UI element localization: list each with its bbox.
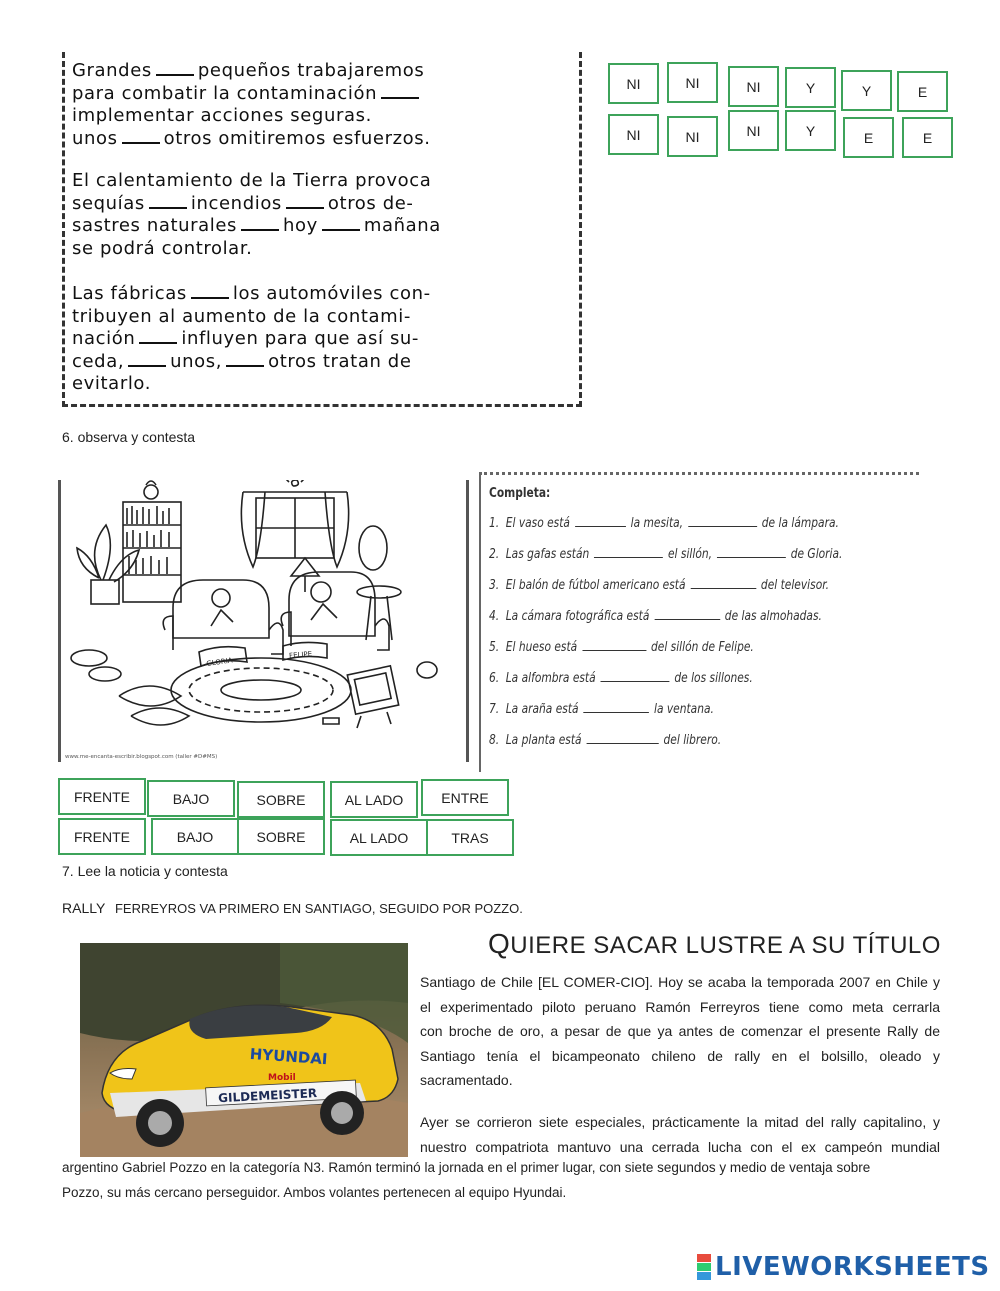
exercise5-text: Grandes bbox=[72, 60, 152, 81]
completa-divider bbox=[479, 472, 481, 772]
item-text: Las gafas están bbox=[505, 547, 590, 562]
item-text: El vaso está bbox=[505, 516, 570, 531]
completa-edge bbox=[479, 472, 919, 483]
item-text: de las almohadas. bbox=[724, 609, 822, 624]
preposition-tile[interactable]: FRENTE bbox=[58, 778, 146, 815]
item-number: 3. bbox=[489, 578, 500, 593]
preposition-tile[interactable]: AL LADO bbox=[330, 819, 428, 856]
gloria-label: GLORIA bbox=[205, 656, 234, 669]
completa-item bbox=[489, 545, 842, 562]
article-line: el experimentado piloto peruano Ramón Ferreyros tiene como meta cerrarla bbox=[420, 998, 940, 1015]
preposition-tile[interactable]: BAJO bbox=[151, 818, 239, 855]
liveworksheets-logo-icon bbox=[697, 1254, 711, 1280]
word-tile[interactable]: NI bbox=[667, 62, 718, 103]
exercise5-text: los automóviles con- bbox=[232, 283, 431, 304]
preposition-tile[interactable]: TRAS bbox=[426, 819, 514, 856]
item-text: del sillón de Felipe. bbox=[650, 640, 754, 655]
exercise5-text: otros tratan de bbox=[268, 350, 412, 372]
item-text: de la lámpara. bbox=[761, 516, 839, 531]
completa-item bbox=[489, 638, 754, 655]
exercise5-text: Las fábricas bbox=[72, 283, 187, 304]
answer-blank[interactable] bbox=[575, 514, 626, 527]
exercise5-paragraph-1 bbox=[72, 60, 564, 150]
rally-car-photo bbox=[80, 943, 408, 1157]
answer-blank[interactable] bbox=[717, 545, 786, 558]
fill-blank[interactable] bbox=[381, 83, 419, 99]
car-sponsor-text: GILDEMEISTER bbox=[217, 1086, 318, 1106]
exercise5-line bbox=[72, 60, 564, 83]
exercise5-paragraph-3 bbox=[72, 283, 564, 396]
item-text: La araña está bbox=[505, 702, 579, 717]
item-number: 2. bbox=[489, 547, 500, 562]
word-tile[interactable]: NI bbox=[728, 110, 779, 151]
article-line: Santiago tenía el bicampeonato chileno de rally en el bolsillo, oleado y bbox=[420, 1047, 940, 1064]
preposition-tile[interactable]: ENTRE bbox=[421, 779, 509, 816]
exercise5-text: otros de- bbox=[327, 192, 414, 214]
item-number: 5. bbox=[489, 640, 500, 655]
item-text: El balón de fútbol americano está bbox=[505, 578, 686, 593]
exercise5-line bbox=[72, 105, 564, 128]
exercise5-text: pequeños trabajaremos bbox=[197, 60, 425, 81]
item-text: la mesita, bbox=[630, 516, 684, 531]
fill-blank[interactable] bbox=[322, 215, 360, 231]
answer-blank[interactable] bbox=[654, 607, 720, 620]
exercise5-text: El calentamiento de la Tierra provoca bbox=[72, 170, 432, 191]
item-text: la ventana. bbox=[653, 702, 714, 717]
picture-credit: www.me-encanta-escribir.blogspot.com (taller #D#MS) bbox=[65, 754, 218, 760]
item-text: del librero. bbox=[663, 733, 722, 748]
article-line: nuestro compatriota mantuvo una cerrada lucha con el ex campeón mundial bbox=[420, 1138, 940, 1155]
car-mobil-text: Mobil bbox=[268, 1073, 296, 1083]
article-line: Santiago de Chile [EL COMER-CIO]. Hoy se acaba la temporada 2007 en Chile y bbox=[420, 974, 940, 990]
exercise5-text: tribuyen al aumento de la contami- bbox=[72, 305, 411, 327]
exercise5-line bbox=[72, 128, 564, 151]
exercise5-text: otros omitiremos esfuerzos. bbox=[163, 127, 431, 149]
exercise5-paragraph-2 bbox=[72, 170, 564, 260]
article-line: sacramentado. bbox=[420, 1072, 513, 1088]
fill-blank[interactable] bbox=[128, 351, 166, 367]
item-text: el sillón, bbox=[667, 547, 713, 562]
fill-blank[interactable] bbox=[149, 193, 187, 209]
completa-panel bbox=[479, 472, 919, 772]
preposition-tile[interactable]: SOBRE bbox=[237, 781, 325, 818]
article-paragraph-2-bottom bbox=[62, 1156, 942, 1205]
exercise5-line bbox=[72, 215, 564, 238]
word-tile[interactable]: Y bbox=[785, 67, 836, 108]
exercise7-heading: 7. Lee la noticia y contesta bbox=[62, 863, 228, 879]
article-paragraph-2-top bbox=[420, 1110, 940, 1159]
exercise5-text: ceda, bbox=[72, 350, 125, 372]
liveworksheets-logo[interactable] bbox=[697, 1252, 990, 1282]
exercise5-text: implementar acciones seguras. bbox=[72, 105, 372, 126]
word-tile[interactable]: NI bbox=[728, 66, 779, 107]
completa-item bbox=[489, 731, 721, 748]
completa-title: Completa: bbox=[489, 486, 551, 501]
exercise5-text: sequías bbox=[72, 192, 145, 214]
item-text: de Gloria. bbox=[790, 547, 843, 562]
completa-item bbox=[489, 576, 829, 593]
word-tile[interactable]: Y bbox=[841, 70, 892, 111]
exercise5-line bbox=[72, 238, 564, 261]
headline-rest: UIERE SACAR LUSTRE A SU TÍTULO bbox=[510, 932, 941, 959]
completa-item bbox=[489, 607, 822, 624]
item-text: La cámara fotográfica está bbox=[505, 609, 650, 624]
completa-item bbox=[489, 669, 753, 686]
exercise5-line bbox=[72, 193, 564, 216]
item-text: de los sillones. bbox=[674, 671, 753, 686]
item-number: 7. bbox=[489, 702, 500, 717]
preposition-tile[interactable]: BAJO bbox=[147, 780, 235, 817]
word-tile[interactable]: E bbox=[897, 71, 948, 112]
exercise5-text: mañana bbox=[363, 215, 441, 236]
answer-blank[interactable] bbox=[690, 576, 756, 589]
fill-blank[interactable] bbox=[139, 328, 177, 344]
exercise5-text: evitarlo. bbox=[72, 373, 152, 394]
word-tile[interactable]: E bbox=[843, 117, 894, 158]
exercise5-text: unos bbox=[72, 127, 118, 149]
exercise5-line bbox=[72, 328, 564, 351]
item-text: El hueso está bbox=[505, 640, 578, 655]
exercise5-text: se podrá controlar. bbox=[72, 237, 253, 259]
item-number: 8. bbox=[489, 733, 500, 748]
fill-blank[interactable] bbox=[286, 193, 324, 209]
exercise5-line bbox=[72, 351, 564, 374]
rally-car-image bbox=[80, 943, 408, 1157]
living-room-illustration bbox=[58, 480, 469, 762]
fill-blank[interactable] bbox=[156, 60, 194, 76]
fill-blank[interactable] bbox=[226, 351, 264, 367]
exercise5-text: nación bbox=[72, 328, 136, 349]
article-section bbox=[62, 900, 523, 916]
article-subhead: FERREYROS VA PRIMERO EN SANTIAGO, SEGUIDO POR POZZO. bbox=[114, 901, 523, 916]
preposition-tile[interactable]: SOBRE bbox=[237, 818, 325, 855]
word-tile[interactable]: Y bbox=[785, 110, 836, 151]
item-text: La planta está bbox=[505, 733, 582, 748]
article-section-label: RALLY bbox=[62, 900, 106, 916]
exercise5-line bbox=[72, 83, 564, 106]
item-text: del televisor. bbox=[760, 578, 830, 593]
liveworksheets-logo-text: LIVEWORKSHEETS bbox=[715, 1252, 990, 1282]
exercise5-text: unos, bbox=[170, 350, 223, 372]
answer-blank[interactable] bbox=[601, 669, 670, 682]
article-line: con broche de oro, a pesar de que ya antes de comenzar el presente Rally de bbox=[420, 1023, 940, 1039]
completa-item bbox=[489, 514, 839, 531]
exercise5-line bbox=[72, 170, 564, 193]
item-number: 6. bbox=[489, 671, 500, 686]
fill-blank[interactable] bbox=[191, 283, 229, 299]
answer-blank[interactable] bbox=[586, 731, 658, 744]
fill-blank[interactable] bbox=[241, 215, 279, 231]
item-text: La alfombra está bbox=[505, 671, 596, 686]
exercise5-text: incendios bbox=[190, 192, 282, 214]
article-paragraph-1-top bbox=[420, 970, 940, 1093]
article-line: argentino Gabriel Pozzo en la categoría N3. Ramón terminó la jornada en el primer lugar, con siete segundos y medio de ventaja sobre bbox=[62, 1160, 871, 1175]
exercise5-text: hoy bbox=[283, 215, 318, 236]
answer-blank[interactable] bbox=[582, 638, 646, 651]
word-tile[interactable]: NI bbox=[608, 63, 659, 104]
completa-item bbox=[489, 700, 714, 717]
item-number: 4. bbox=[489, 609, 500, 624]
item-number: 1. bbox=[489, 516, 500, 531]
answer-blank[interactable] bbox=[688, 514, 757, 527]
exercise5-line bbox=[72, 373, 564, 396]
word-tile[interactable]: NI bbox=[608, 114, 659, 155]
fill-blank[interactable] bbox=[122, 128, 160, 144]
article-line: Pozzo, su más cercano perseguidor. Ambos volantes pertenecen al equipo Hyundai. bbox=[62, 1184, 567, 1200]
exercise6-heading: 6. observa y contesta bbox=[62, 429, 196, 445]
answer-blank[interactable] bbox=[583, 700, 649, 713]
exercise5-text: influyen para que así su- bbox=[181, 328, 420, 349]
article-line: Ayer se corrieron siete especiales, prácticamente la mitad del rally capitalino, y bbox=[420, 1114, 940, 1130]
headline-initial: Q bbox=[488, 928, 511, 959]
preposition-tile[interactable]: FRENTE bbox=[58, 818, 146, 855]
word-tile[interactable]: NI bbox=[667, 116, 718, 157]
exercise5-text: sastres naturales bbox=[72, 215, 238, 236]
exercise5-text: para combatir la contaminación bbox=[72, 82, 378, 104]
word-tile[interactable]: E bbox=[902, 117, 953, 158]
living-room-drawing bbox=[61, 480, 466, 762]
felipe-label: FELIPE bbox=[288, 650, 313, 661]
answer-blank[interactable] bbox=[594, 545, 663, 558]
article-headline bbox=[488, 928, 941, 960]
exercise5-line bbox=[72, 283, 564, 306]
preposition-tile[interactable]: AL LADO bbox=[330, 781, 418, 818]
exercise5-line bbox=[72, 306, 564, 329]
car-brand-text: HYUNDAI bbox=[249, 1044, 329, 1069]
